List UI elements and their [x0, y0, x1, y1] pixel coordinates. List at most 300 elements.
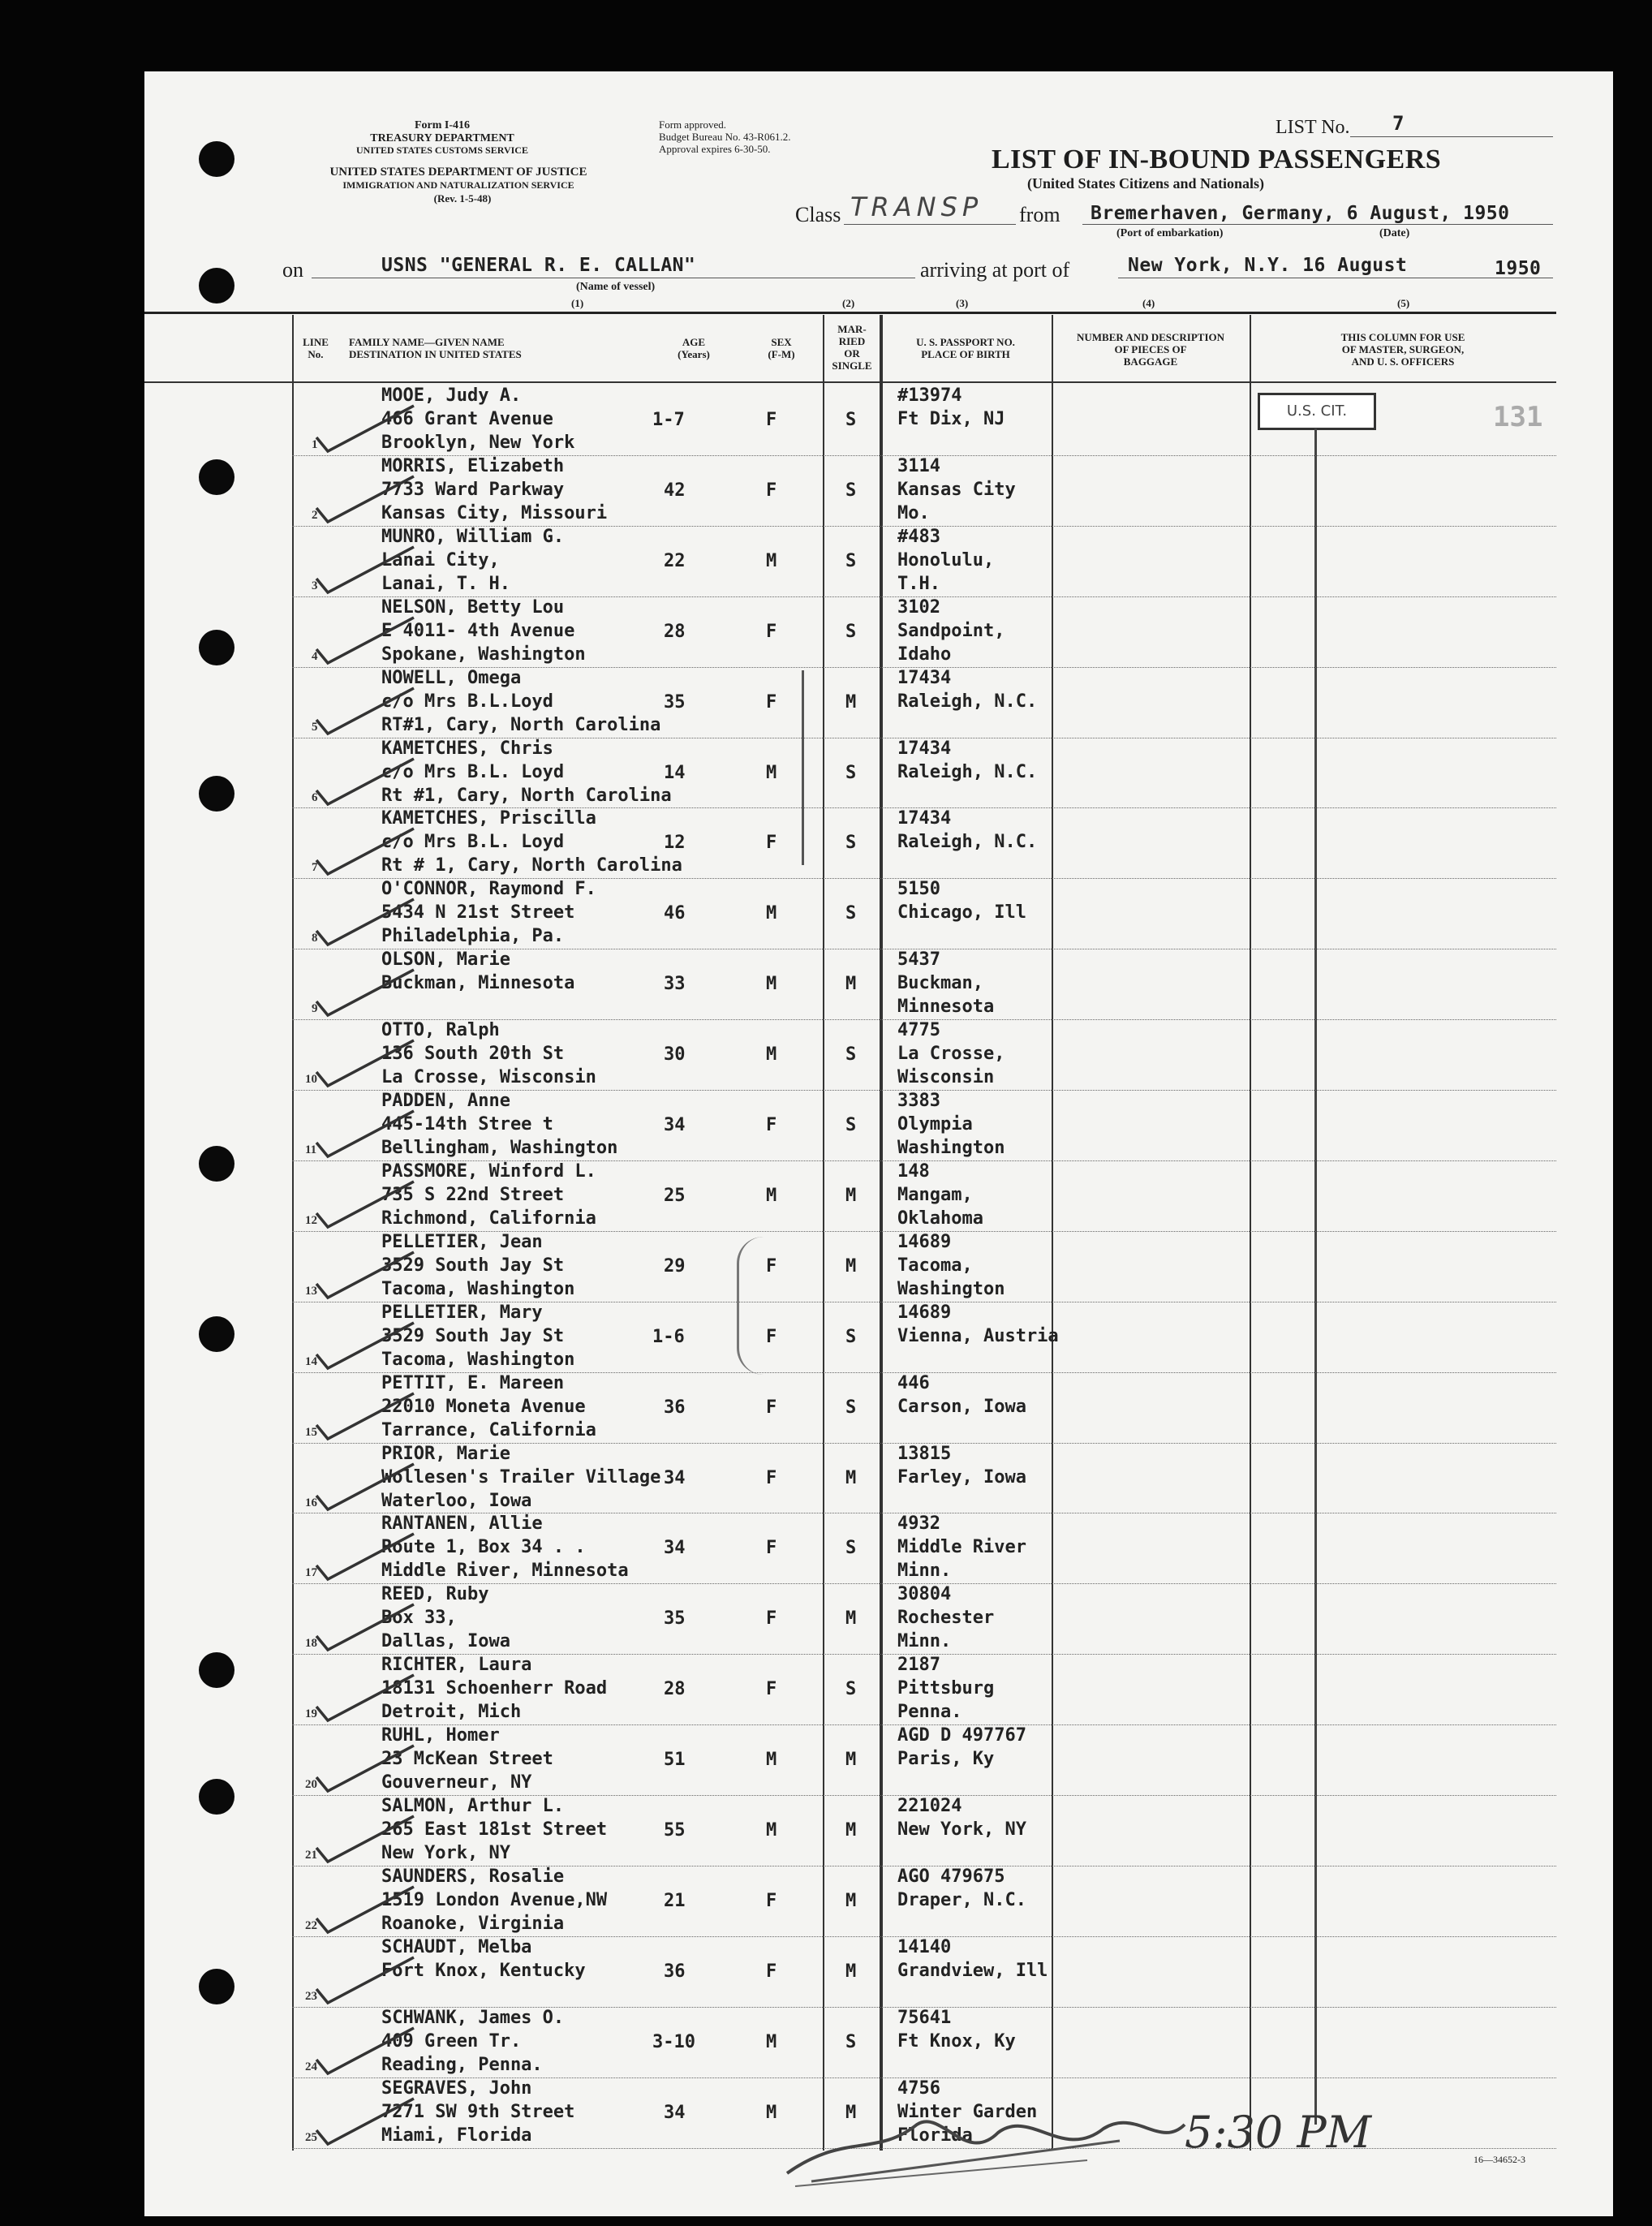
binder-hole	[199, 459, 234, 495]
binder-hole	[199, 630, 234, 665]
age: 14	[664, 762, 686, 783]
passenger-name: MUNRO, William G.	[381, 526, 565, 547]
marital-status: M	[845, 1185, 857, 1206]
treasury-dept: TREASURY DEPARTMENT	[370, 132, 514, 144]
class-value: TRANSP	[850, 192, 983, 222]
destination-line: c/o Mrs B.L.Loyd	[381, 691, 553, 712]
line-number: 7	[312, 861, 318, 875]
destination-line: 7271 SW 9th Street	[381, 2101, 575, 2122]
line-number: 22	[305, 1918, 317, 1932]
place-of-birth: Winter Garden	[897, 2101, 1038, 2122]
justice-dept: UNITED STATES DEPARTMENT OF JUSTICE	[329, 166, 587, 179]
destination-line: Detroit, Mich	[381, 1702, 522, 1723]
passport-birthplace	[897, 948, 994, 1018]
age: 3-10	[652, 2031, 695, 2052]
destination-line: Brooklyn, New York	[381, 433, 575, 453]
approval-line-2: Budget Bureau No. 43-R061.2.	[659, 131, 791, 143]
binder-hole	[199, 141, 234, 177]
age: 36	[664, 1961, 686, 1982]
age: 21	[664, 1890, 686, 1911]
passport-birthplace	[897, 807, 1037, 854]
place-of-birth: Penna.	[897, 1702, 962, 1723]
passenger-name: PELLETIER, Mary	[381, 1302, 543, 1323]
passport-birthplace	[897, 1653, 994, 1724]
marital-status: M	[845, 1750, 857, 1771]
destination-line: Gouverneur, NY	[381, 1772, 532, 1793]
destination-line: 466 Grant Avenue	[381, 409, 553, 429]
passport-number: 4775	[897, 1020, 940, 1041]
destination-line: Lanai, T. H.	[381, 573, 510, 594]
destination-line: Reading, Penna.	[381, 2054, 543, 2075]
sex: F	[766, 1538, 777, 1559]
place-of-birth: La Crosse,	[897, 1044, 1005, 1065]
line-number: 20	[305, 1778, 317, 1792]
destination-line: Wollesen's Trailer Village	[381, 1466, 661, 1488]
age: 29	[664, 1255, 686, 1277]
from-label: from	[1019, 203, 1060, 226]
destination-line: Route 1, Box 34 . .	[381, 1537, 586, 1558]
sex: F	[766, 691, 777, 713]
revision: (Rev. 1-5-48)	[433, 192, 492, 205]
on-label: on	[282, 258, 303, 282]
passenger-name: RUHL, Homer	[381, 1725, 500, 1746]
binder-hole	[199, 1316, 234, 1352]
ins-service: IMMIGRATION AND NATURALIZATION SERVICE	[342, 179, 574, 191]
line-number: 19	[305, 1707, 317, 1721]
place-of-birth: Washington	[897, 1138, 1005, 1158]
passenger-name: NOWELL, Omega	[381, 667, 522, 688]
destination-line: 409 Green Tr.	[381, 2030, 522, 2052]
place-of-birth: Buckman,	[897, 973, 983, 994]
destination-line: Waterloo, Iowa	[381, 1490, 532, 1511]
destination-line: Rt # 1, Cary, North Carolina	[381, 855, 682, 876]
sex: F	[766, 1608, 777, 1630]
age: 25	[664, 1185, 686, 1206]
passport-number: 14689	[897, 1231, 952, 1252]
destination-line: Fort Knox, Kentucky	[381, 1960, 586, 1981]
check-mark	[300, 1459, 422, 1516]
passenger-name: PRIOR, Marie	[381, 1443, 510, 1464]
place-of-birth: Raleigh, N.C.	[897, 761, 1038, 782]
line-number: 2	[312, 508, 318, 522]
passport-number: 13815	[897, 1443, 952, 1464]
binder-hole	[199, 1652, 234, 1688]
age: 51	[664, 1750, 686, 1771]
passenger-name: KAMETCHES, Priscilla	[381, 808, 596, 829]
age: 30	[664, 1044, 686, 1066]
marital-status: M	[845, 1961, 857, 1982]
check-mark	[300, 2094, 422, 2151]
passenger-name: PADDEN, Anne	[381, 1091, 510, 1111]
passport-number: 221024	[897, 1796, 962, 1816]
sex: F	[766, 1467, 777, 1488]
header-age: AGE (Years)	[678, 336, 710, 360]
age: 34	[664, 2102, 686, 2123]
us-cit-stamp: U.S. CIT.	[1258, 393, 1376, 430]
passport-number: 3102	[897, 596, 940, 618]
header-passport: U. S. PASSPORT NO. PLACE OF BIRTH	[916, 336, 1015, 360]
place-of-birth: Grandview, Ill	[897, 1960, 1048, 1981]
place-of-birth: Farley, Iowa	[897, 1466, 1026, 1488]
line-number: 3	[312, 579, 318, 592]
destination-line: Buckman, Minnesota	[381, 973, 575, 994]
place-of-birth: Kansas City	[897, 479, 1016, 500]
place-of-birth: Chicago, Ill	[897, 902, 1026, 924]
stamp-number: 131	[1493, 401, 1543, 433]
place-of-birth: Tacoma,	[897, 1255, 973, 1276]
place-of-birth: Mo.	[897, 502, 930, 523]
place-of-birth: Rochester	[897, 1608, 995, 1629]
marital-status: S	[845, 480, 857, 501]
binder-hole	[199, 1146, 234, 1182]
age: 12	[664, 833, 686, 854]
marital-status: S	[845, 1044, 857, 1066]
destination-line: Box 33,	[381, 1608, 457, 1629]
passport-number: 30804	[897, 1584, 952, 1605]
passport-birthplace	[897, 1230, 1005, 1301]
passenger-name: SALMON, Arthur L.	[381, 1796, 565, 1816]
place-of-birth: Minn.	[897, 1561, 952, 1582]
date-caption: (Date)	[1379, 227, 1410, 239]
passenger-name: PELLETIER, Jean	[381, 1231, 543, 1252]
age: 34	[664, 1115, 686, 1135]
class-underline	[844, 224, 1016, 225]
passport-birthplace	[897, 2006, 1016, 2053]
line-number: 21	[305, 1849, 317, 1862]
place-of-birth: Idaho	[897, 644, 952, 665]
check-mark	[300, 1106, 422, 1163]
list-no-value: 7	[1392, 112, 1405, 135]
destination-line: Richmond, California	[381, 1208, 596, 1229]
marital-status: M	[845, 1467, 857, 1488]
destination-line: Rt #1, Cary, North Carolina	[381, 785, 672, 806]
header-married: MAR- RIED OR SINGLE	[832, 323, 872, 372]
passport-birthplace	[897, 737, 1037, 784]
class-label: Class	[795, 203, 841, 226]
check-mark	[300, 1741, 422, 1798]
check-mark	[300, 1670, 422, 1727]
binder-hole	[199, 776, 234, 812]
destination-line: 136 South 20th St	[381, 1044, 565, 1065]
line-number: 9	[312, 1002, 318, 1016]
place-of-birth: New York, NY	[897, 1819, 1026, 1840]
place-of-birth: Florida	[897, 2125, 973, 2146]
destination-line: Tacoma, Washington	[381, 1278, 575, 1299]
place-of-birth: Oklahoma	[897, 1208, 983, 1229]
from-value: Bremerhaven, Germany, 6 August, 1950	[1091, 203, 1510, 224]
marital-status: S	[845, 903, 857, 924]
sex: F	[766, 480, 777, 501]
col-divider-officers	[1250, 315, 1251, 2151]
document-subtitle: (United States Citizens and Nationals)	[1027, 175, 1265, 192]
passenger-name: REED, Ruby	[381, 1584, 489, 1605]
passenger-name: MORRIS, Elizabeth	[381, 455, 565, 476]
passport-number: 5150	[897, 879, 940, 900]
sex: F	[766, 1397, 777, 1418]
passenger-name-destination	[381, 807, 682, 877]
destination-line: Miami, Florida	[381, 2125, 532, 2146]
passport-birthplace	[897, 1301, 1059, 1348]
passenger-name: SCHWANK, James O.	[381, 2007, 565, 2028]
passport-birthplace	[897, 1442, 1026, 1489]
place-of-birth: Minn.	[897, 1631, 952, 1652]
age: 33	[664, 974, 686, 995]
destination-line: 18131 Schoenherr Road	[381, 1678, 608, 1699]
passenger-name: RICHTER, Laura	[381, 1655, 532, 1676]
line-number: 18	[305, 1637, 317, 1651]
passport-birthplace	[897, 1089, 1005, 1160]
check-mark	[300, 965, 422, 1022]
age: 34	[664, 1538, 686, 1559]
sex: M	[766, 1044, 777, 1066]
passport-birthplace	[897, 596, 1005, 666]
passport-number: 3114	[897, 455, 940, 476]
age: 22	[664, 550, 686, 571]
passport-birthplace	[897, 877, 1026, 924]
passport-number: 446	[897, 1372, 930, 1393]
place-of-birth: Ft Knox, Ky	[897, 2030, 1016, 2052]
passport-birthplace	[897, 1865, 1026, 1912]
destination-line: La Crosse, Wisconsin	[381, 1067, 596, 1088]
passport-number: 3383	[897, 1091, 940, 1111]
age: 35	[664, 691, 686, 713]
table-top-border	[144, 312, 1556, 314]
passport-number: #13974	[897, 385, 962, 406]
sex: F	[766, 410, 777, 430]
sex: M	[766, 974, 777, 995]
place-of-birth: Washington	[897, 1278, 1005, 1299]
line-number: 11	[305, 1143, 317, 1156]
line-number: 23	[305, 1989, 317, 2003]
place-of-birth: Raleigh, N.C.	[897, 832, 1038, 853]
check-mark	[300, 401, 422, 458]
passport-birthplace	[897, 1794, 1026, 1841]
header-bottom-border	[144, 381, 1556, 383]
sex: F	[766, 1255, 777, 1277]
destination-line: Kansas City, Missouri	[381, 502, 608, 523]
sex: M	[766, 1750, 777, 1771]
binder-hole	[199, 1969, 234, 2004]
check-mark	[300, 1177, 422, 1234]
form-number: Form I-416	[414, 119, 471, 131]
line-number: 14	[305, 1354, 317, 1368]
sex: M	[766, 2031, 777, 2052]
col-divider-line	[292, 315, 294, 2151]
marital-status: S	[845, 1115, 857, 1135]
passport-number: 17434	[897, 738, 952, 759]
place-of-birth: Sandpoint,	[897, 620, 1005, 641]
document-title: LIST OF IN-BOUND PASSENGERS	[992, 144, 1442, 174]
approval-line-1: Form approved.	[659, 118, 727, 131]
from-underline	[1082, 224, 1553, 225]
passport-number: AGO 479675	[897, 1866, 1005, 1887]
check-mark	[300, 1247, 422, 1304]
col-num-5: (5)	[1397, 297, 1410, 309]
marital-status: M	[845, 1608, 857, 1630]
binder-hole	[199, 268, 234, 304]
place-of-birth: Carson, Iowa	[897, 1396, 1026, 1417]
col-divider-sex	[823, 315, 824, 2151]
place-of-birth: Ft Dix, NJ	[897, 409, 1005, 429]
passport-number: 14689	[897, 1302, 952, 1323]
col-num-3: (3)	[956, 297, 969, 309]
passport-number: 4932	[897, 1513, 940, 1535]
passport-birthplace	[897, 1724, 1026, 1771]
marital-status: S	[845, 833, 857, 854]
line-number: 24	[305, 2060, 317, 2073]
age: 28	[664, 621, 686, 642]
check-mark	[300, 1389, 422, 1445]
sex: M	[766, 1820, 777, 1841]
vessel-caption: (Name of vessel)	[576, 281, 656, 293]
marital-status: M	[845, 1820, 857, 1841]
list-no-label: LIST No.	[1276, 117, 1350, 138]
age: 36	[664, 1397, 686, 1418]
check-mark	[300, 542, 422, 599]
destination-line: c/o Mrs B.L. Loyd	[381, 761, 565, 782]
passport-number: 4756	[897, 2077, 940, 2099]
destination-line: 445-14th Stree t	[381, 1114, 553, 1135]
header-line-no: LINE No.	[303, 336, 329, 360]
destination-line: Tarrance, California	[381, 1419, 596, 1440]
col-num-4: (4)	[1142, 297, 1155, 309]
officer-vertical-mark	[1314, 428, 1317, 2125]
destination-line: Bellingham, Washington	[381, 1138, 618, 1158]
passport-number: 14140	[897, 1936, 952, 1957]
arriving-label: arriving at port of	[920, 258, 1070, 282]
sex: M	[766, 762, 777, 783]
check-mark	[300, 754, 422, 811]
destination-line: Philadelphia, Pa.	[381, 926, 565, 947]
passport-number: 17434	[897, 667, 952, 688]
list-no-underline	[1350, 136, 1553, 137]
marital-status: S	[845, 1679, 857, 1700]
line-number: 25	[305, 2130, 317, 2144]
customs-service: UNITED STATES CUSTOMS SERVICE	[356, 144, 528, 156]
passport-birthplace	[897, 1935, 1048, 1983]
marital-status: S	[845, 1326, 857, 1347]
check-mark	[300, 1035, 422, 1092]
age: 46	[664, 903, 686, 924]
check-mark	[300, 1882, 422, 1939]
age: 34	[664, 1467, 686, 1488]
line-number: 12	[305, 1213, 317, 1227]
age: 1-6	[652, 1326, 685, 1347]
sex: F	[766, 1326, 777, 1347]
marital-status: S	[845, 621, 857, 642]
place-of-birth: Pittsburg	[897, 1678, 995, 1699]
marital-status: S	[845, 2031, 857, 2052]
passport-number: 75641	[897, 2007, 952, 2028]
destination-line: New York, NY	[381, 1843, 510, 1863]
passport-birthplace	[897, 454, 1016, 525]
arriving-value: New York, N.Y. 16 August	[1128, 255, 1408, 276]
destination-line: Tacoma, Washington	[381, 1349, 575, 1370]
place-of-birth: Honolulu,	[897, 549, 995, 570]
passport-number: 17434	[897, 808, 952, 829]
sex: F	[766, 1890, 777, 1911]
destination-line: E 4011- 4th Avenue	[381, 620, 575, 641]
sex: M	[766, 2102, 777, 2123]
line-number: 8	[312, 932, 318, 945]
passport-birthplace	[897, 1160, 983, 1230]
passenger-name: SAUNDERS, Rosalie	[381, 1866, 565, 1887]
destination-line: Lanai City,	[381, 549, 500, 570]
check-mark	[300, 2023, 422, 2080]
line-number: 16	[305, 1496, 317, 1509]
place-of-birth: Mangam,	[897, 1184, 973, 1205]
col-num-1: (1)	[571, 297, 584, 309]
marital-status: S	[845, 1397, 857, 1418]
check-mark	[300, 1953, 422, 2009]
marital-status: M	[845, 1255, 857, 1277]
destination-line: Roanoke, Virginia	[381, 1913, 565, 1934]
passenger-name: OTTO, Ralph	[381, 1020, 500, 1041]
marital-status: S	[845, 762, 857, 783]
passenger-name: SEGRAVES, John	[381, 2077, 532, 2099]
passenger-name: MOOE, Judy A.	[381, 385, 522, 406]
passport-birthplace	[897, 1582, 994, 1653]
col-num-2: (2)	[842, 297, 855, 309]
arriving-year: 1950	[1495, 258, 1542, 279]
check-mark	[300, 471, 422, 528]
line-number: 1	[312, 438, 318, 451]
destination-line: 22010 Moneta Avenue	[381, 1396, 586, 1417]
check-mark	[300, 1529, 422, 1586]
destination-line: 265 East 181st Street	[381, 1819, 608, 1840]
age: 42	[664, 480, 686, 501]
place-of-birth: Olympia	[897, 1114, 973, 1135]
marital-status: S	[845, 410, 857, 430]
line-number: 15	[305, 1425, 317, 1439]
passenger-name: PETTIT, E. Mareen	[381, 1372, 565, 1393]
sex: F	[766, 621, 777, 642]
passenger-name: O'CONNOR, Raymond F.	[381, 879, 596, 900]
footer-code: 16—34652-3	[1473, 2154, 1525, 2165]
passenger-name: KAMETCHES, Chris	[381, 738, 553, 759]
marital-status: M	[845, 1890, 857, 1911]
passenger-name: OLSON, Marie	[381, 949, 510, 971]
destination-line: c/o Mrs B.L. Loyd	[381, 832, 565, 853]
destination-line: 3529 South Jay St	[381, 1325, 565, 1346]
passport-number: AGD D 497767	[897, 1725, 1026, 1746]
sex: M	[766, 550, 777, 571]
passport-birthplace	[897, 1018, 1005, 1089]
destination-line: 1519 London Avenue,NW	[381, 1889, 608, 1910]
destination-line: Spokane, Washington	[381, 644, 586, 665]
check-mark	[300, 683, 422, 740]
sex: F	[766, 833, 777, 854]
sex: F	[766, 1961, 777, 1982]
passenger-name: NELSON, Betty Lou	[381, 596, 565, 618]
passenger-name-destination	[381, 737, 672, 807]
line-number: 5	[312, 720, 318, 734]
marital-status: M	[845, 2102, 857, 2123]
vessel-name: USNS "GENERAL R. E. CALLAN"	[381, 255, 696, 276]
destination-line: Dallas, Iowa	[381, 1631, 510, 1652]
marital-status: S	[845, 550, 857, 571]
place-of-birth: Minnesota	[897, 997, 995, 1018]
age: 28	[664, 1679, 686, 1700]
port-caption: (Port of embarkation)	[1116, 227, 1224, 239]
age: 35	[664, 1608, 686, 1630]
line-number: 4	[312, 649, 318, 663]
marital-status: S	[845, 1538, 857, 1559]
destination-line: 7733 Ward Parkway	[381, 479, 565, 500]
passport-number: 148	[897, 1160, 930, 1182]
header-baggage: NUMBER AND DESCRIPTION OF PIECES OF BAGGAGE	[1076, 331, 1225, 368]
passenger-name-destination	[381, 666, 660, 737]
